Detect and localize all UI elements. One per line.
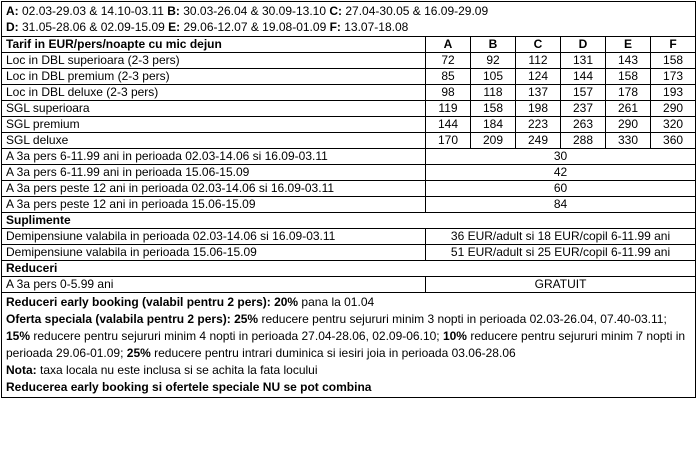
rate-cell: 119 — [426, 101, 471, 117]
column-header-e: E — [606, 37, 651, 53]
rate-cell: 85 — [426, 69, 471, 85]
rate-row — [2, 101, 696, 117]
supplement-value: 51 EUR/adult si 25 EUR/copil 6-11.99 ani — [426, 245, 696, 261]
rate-cell: 131 — [561, 53, 606, 69]
column-header-c: C — [516, 37, 561, 53]
third-person-label: A 3a pers peste 12 ani in perioada 15.06-15.09 — [2, 197, 426, 213]
early-booking-note — [6, 294, 691, 311]
supplement-row — [2, 245, 696, 261]
third-person-label: A 3a pers 6-11.99 ani in perioada 15.06-15.09 — [2, 165, 426, 181]
rate-cell: 249 — [516, 133, 561, 149]
periods-row — [2, 2, 696, 37]
discount-value: GRATUIT — [426, 277, 696, 293]
periods-line-2 — [6, 19, 691, 35]
tax-note-label: Nota: — [6, 363, 37, 377]
rate-cell: 137 — [516, 85, 561, 101]
room-type-label: Loc in DBL deluxe (2-3 pers) — [2, 85, 426, 101]
third-person-row — [2, 197, 696, 213]
supplement-value: 36 EUR/adult si 18 EUR/copil 6-11.99 ani — [426, 229, 696, 245]
rate-cell: 184 — [471, 117, 516, 133]
tax-note-text: taxa locala nu este inclusa si se achita la fata locului — [36, 363, 318, 377]
early-booking-label: Reduceri early booking (valabil pentru 2 pers): — [6, 295, 271, 309]
rate-cell: 290 — [606, 117, 651, 133]
period-range-f: 13.07-18.08 — [340, 20, 409, 34]
discounts-title: Reduceri — [2, 261, 696, 277]
rate-cell: 143 — [606, 53, 651, 69]
price-list-document — [1, 1, 698, 474]
rate-cell: 209 — [471, 133, 516, 149]
rate-cell: 173 — [651, 69, 696, 85]
third-person-value: 30 — [426, 149, 696, 165]
column-header-f: F — [651, 37, 696, 53]
third-person-row — [2, 181, 696, 197]
period-code-d: D: — [6, 20, 19, 34]
rate-cell: 157 — [561, 85, 606, 101]
period-code-e: E: — [168, 20, 181, 34]
period-range-d: 31.05-28.06 & 02.09-15.09 — [18, 20, 169, 34]
column-header-b: B — [471, 37, 516, 53]
column-header-a: A — [426, 37, 471, 53]
notes-row — [2, 293, 696, 398]
early-booking-text: pana la 01.04 — [298, 295, 375, 309]
period-range-a: 02.03-29.03 & 14.10-03.11 — [18, 4, 168, 18]
rate-cell: 330 — [606, 133, 651, 149]
rate-cell: 360 — [651, 133, 696, 149]
period-code-c: C: — [329, 4, 343, 18]
rate-cell: 158 — [606, 69, 651, 85]
periods-legend — [2, 2, 696, 37]
offer-percent-1: 25% — [230, 312, 259, 326]
room-type-label: SGL superioara — [2, 101, 426, 117]
supplement-label: Demipensiune valabila in perioada 15.06-15.09 — [2, 245, 426, 261]
offer-percent-3: 10% — [439, 329, 467, 343]
rate-cell: 118 — [471, 85, 516, 101]
supplement-row — [2, 229, 696, 245]
supplements-header-row — [2, 213, 696, 229]
notes-block — [2, 293, 696, 398]
early-booking-percent: 20% — [270, 295, 299, 309]
offer-text-2: reducere pentru sejururi minim 4 nopti in perioada 27.04-28.06, 02.09-06.10; — [30, 329, 440, 343]
rate-cell: 144 — [561, 69, 606, 85]
price-table — [1, 1, 696, 398]
rate-cell: 158 — [651, 53, 696, 69]
tax-note — [6, 362, 691, 379]
room-type-label: Loc in DBL superioara (2-3 pers) — [2, 53, 426, 69]
room-type-label: Loc in DBL premium (2-3 pers) — [2, 69, 426, 85]
rate-row — [2, 53, 696, 69]
rate-cell: 263 — [561, 117, 606, 133]
discount-row — [2, 277, 696, 293]
rate-cell: 261 — [606, 101, 651, 117]
room-type-label: SGL deluxe — [2, 133, 426, 149]
rate-cell: 288 — [561, 133, 606, 149]
supplement-label: Demipensiune valabila in perioada 02.03-14.06 si 16.09-03.11 — [2, 229, 426, 245]
offer-percent-2: 15% — [6, 329, 31, 343]
third-person-label: A 3a pers 6-11.99 ani in perioada 02.03-14.06 si 16.09-03.11 — [2, 149, 426, 165]
rate-cell: 193 — [651, 85, 696, 101]
periods-line-1 — [6, 3, 691, 19]
offer-percent-4: 25% — [123, 346, 151, 360]
period-code-f: F: — [329, 20, 341, 34]
discounts-header-row — [2, 261, 696, 277]
period-range-c: 27.04-30.05 & 16.09-29.09 — [342, 4, 489, 18]
rate-cell: 124 — [516, 69, 561, 85]
third-person-value: 84 — [426, 197, 696, 213]
period-range-e: 29.06-12.07 & 19.08-01.09 — [180, 20, 330, 34]
combine-warning: Reducerea early booking si ofertele speciale NU se pot combina — [6, 380, 372, 394]
rate-cell: 320 — [651, 117, 696, 133]
rate-row — [2, 133, 696, 149]
third-person-value: 42 — [426, 165, 696, 181]
offer-text-1: reducere pentru sejururi minim 3 nopti in perioada 02.03-26.04, 07.40-03.11; — [258, 312, 667, 326]
column-header-d: D — [561, 37, 606, 53]
third-person-row — [2, 165, 696, 181]
rate-cell: 112 — [516, 53, 561, 69]
rate-row — [2, 85, 696, 101]
rate-cell: 198 — [516, 101, 561, 117]
rate-cell: 158 — [471, 101, 516, 117]
special-offer-label: Oferta speciala (valabila pentru 2 pers): — [6, 312, 231, 326]
rates-header-row — [2, 37, 696, 53]
discount-label: A 3a pers 0-5.99 ani — [2, 277, 426, 293]
rate-row — [2, 117, 696, 133]
third-person-label: A 3a pers peste 12 ani in perioada 02.03-14.06 si 16.09-03.11 — [2, 181, 426, 197]
offer-text-3: reducere pentru sejururi minim 7 nopti in perioada 29.06-01.09; — [6, 329, 686, 360]
rate-cell: 170 — [426, 133, 471, 149]
special-offer-note — [6, 311, 691, 362]
rate-cell: 290 — [651, 101, 696, 117]
third-person-row — [2, 149, 696, 165]
rate-cell: 178 — [606, 85, 651, 101]
rate-cell: 72 — [426, 53, 471, 69]
period-range-b: 30.03-26.04 & 30.09-13.10 — [179, 4, 330, 18]
supplements-title: Suplimente — [2, 213, 696, 229]
third-person-value: 60 — [426, 181, 696, 197]
period-code-a: A: — [6, 4, 19, 18]
rate-cell: 92 — [471, 53, 516, 69]
rate-cell: 223 — [516, 117, 561, 133]
rate-row — [2, 69, 696, 85]
rate-cell: 105 — [471, 69, 516, 85]
rate-cell: 98 — [426, 85, 471, 101]
rates-header: Tarif in EUR/pers/noapte cu mic dejun — [2, 37, 426, 53]
rate-cell: 144 — [426, 117, 471, 133]
room-type-label: SGL premium — [2, 117, 426, 133]
offer-text-4: reducere pentru intrari duminica si iesiri joia in perioada 03.06-28.06 — [150, 346, 516, 360]
period-code-b: B: — [167, 4, 180, 18]
rate-cell: 237 — [561, 101, 606, 117]
